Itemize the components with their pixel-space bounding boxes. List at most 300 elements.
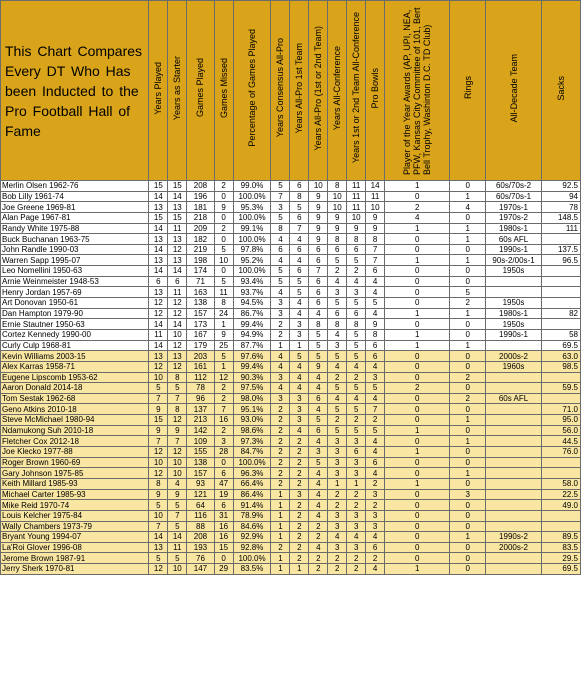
cell-sacks: 71.0 <box>541 404 580 415</box>
cell-all-pro-1st: 4 <box>290 298 309 309</box>
cell-games-missed: 7 <box>214 404 233 415</box>
cell-all-pro-1st-2nd: 6 <box>309 287 328 298</box>
cell-all-conference: 4 <box>328 361 347 372</box>
cell-consensus-all-pro: 2 <box>271 404 290 415</box>
cell-all-conference: 8 <box>328 234 347 245</box>
cell-all-conference: 9 <box>328 212 347 223</box>
cell-years-played: 12 <box>149 361 168 372</box>
cell-pro-bowls: 6 <box>366 457 385 468</box>
cell-poy-awards: 0 <box>385 436 450 447</box>
cell-all-conference-1st-2nd: 2 <box>347 372 366 383</box>
cell-years-played: 14 <box>149 191 168 202</box>
cell-sacks: 137.5 <box>541 244 580 255</box>
header-row <box>1 1 581 181</box>
cell-rings: 1 <box>450 340 486 351</box>
cell-games-played: 64 <box>187 500 214 511</box>
cell-player-name: Alex Karras 1958-71 <box>1 361 149 372</box>
cell-all-conference-1st-2nd: 4 <box>347 361 366 372</box>
cell-games-missed: 16 <box>214 532 233 543</box>
cell-games-played: 213 <box>187 415 214 426</box>
cell-all-conference: 6 <box>328 244 347 255</box>
cell-all-pro-1st: 3 <box>290 415 309 426</box>
cell-player-name: Keith Millard 1985-93 <box>1 478 149 489</box>
cell-years-played: 14 <box>149 244 168 255</box>
cell-games-missed: 8 <box>214 298 233 309</box>
cell-poy-awards: 1 <box>385 478 450 489</box>
cell-games-missed: 1 <box>214 319 233 330</box>
cell-games-missed: 28 <box>214 447 233 458</box>
cell-all-decade-team: 1960s <box>486 361 542 372</box>
cell-pro-bowls: 6 <box>366 351 385 362</box>
cell-sacks <box>541 468 580 479</box>
cell-all-conference-1st-2nd: 3 <box>347 287 366 298</box>
cell-games-played: 112 <box>187 372 214 383</box>
cell-all-pro-1st-2nd: 6 <box>309 255 328 266</box>
cell-years-played: 11 <box>149 329 168 340</box>
cell-player-name: Warren Sapp 1995-07 <box>1 255 149 266</box>
cell-pro-bowls: 5 <box>366 298 385 309</box>
cell-all-pro-1st: 2 <box>290 468 309 479</box>
cell-games-missed: 10 <box>214 255 233 266</box>
col-header-consensus-all-pro <box>271 1 290 181</box>
cell-all-pro-1st: 6 <box>290 244 309 255</box>
cell-games-missed: 16 <box>214 415 233 426</box>
cell-consensus-all-pro: 8 <box>271 223 290 234</box>
cell-games-missed: 6 <box>214 500 233 511</box>
cell-poy-awards: 0 <box>385 468 450 479</box>
table-row <box>1 244 581 255</box>
cell-sacks <box>541 521 580 532</box>
cell-all-pro-1st-2nd: 2 <box>309 532 328 543</box>
cell-player-name: Buck Buchanan 1963-75 <box>1 234 149 245</box>
table-row <box>1 393 581 404</box>
cell-player-name: Alan Page 1967-81 <box>1 212 149 223</box>
cell-years-played: 13 <box>149 202 168 213</box>
cell-all-pro-1st: 3 <box>290 319 309 330</box>
col-header-years-played <box>149 1 168 181</box>
cell-player-name: Roger Brown 1960-69 <box>1 457 149 468</box>
cell-pct-games-played: 97.5% <box>233 383 271 394</box>
cell-all-conference-1st-2nd: 2 <box>347 489 366 500</box>
cell-poy-awards: 1 <box>385 447 450 458</box>
table-row <box>1 266 581 277</box>
cell-player-name: Geno Atkins 2010-18 <box>1 404 149 415</box>
cell-player-name: Henry Jordan 1957-69 <box>1 287 149 298</box>
cell-years-played: 9 <box>149 404 168 415</box>
cell-pro-bowls: 4 <box>366 308 385 319</box>
cell-years-as-starter: 6 <box>168 276 187 287</box>
col-header-label: Percentage of Games Played <box>247 29 258 147</box>
cell-all-conference: 4 <box>328 393 347 404</box>
cell-years-played: 13 <box>149 255 168 266</box>
cell-pro-bowls: 4 <box>366 564 385 575</box>
cell-years-as-starter: 11 <box>168 223 187 234</box>
cell-sacks: 98.5 <box>541 361 580 372</box>
cell-rings: 2 <box>450 298 486 309</box>
cell-all-conference: 5 <box>328 404 347 415</box>
col-header-label: Years 1st or 2nd Team All-Conference <box>351 12 362 164</box>
cell-rings: 0 <box>450 181 486 192</box>
cell-rings: 0 <box>450 244 486 255</box>
cell-poy-awards: 2 <box>385 383 450 394</box>
col-header-poy-awards <box>385 1 450 181</box>
cell-pro-bowls: 2 <box>366 415 385 426</box>
cell-pro-bowls: 4 <box>366 468 385 479</box>
cell-rings: 0 <box>450 351 486 362</box>
cell-years-played: 9 <box>149 489 168 500</box>
cell-years-as-starter: 12 <box>168 447 187 458</box>
cell-poy-awards: 2 <box>385 202 450 213</box>
cell-pro-bowls: 4 <box>366 276 385 287</box>
cell-years-as-starter: 13 <box>168 255 187 266</box>
table-row <box>1 521 581 532</box>
cell-all-conference-1st-2nd: 5 <box>347 383 366 394</box>
cell-all-pro-1st-2nd: 4 <box>309 308 328 319</box>
cell-rings: 0 <box>450 361 486 372</box>
cell-sacks: 92.5 <box>541 181 580 192</box>
cell-all-pro-1st: 5 <box>290 202 309 213</box>
cell-sacks: 59.5 <box>541 383 580 394</box>
cell-years-as-starter: 12 <box>168 361 187 372</box>
cell-all-decade-team <box>486 383 542 394</box>
cell-pro-bowls: 4 <box>366 436 385 447</box>
cell-years-as-starter: 13 <box>168 234 187 245</box>
cell-all-conference-1st-2nd: 2 <box>347 564 366 575</box>
cell-consensus-all-pro: 3 <box>271 393 290 404</box>
col-header-label: Years Consensus All-Pro <box>275 38 286 138</box>
cell-poy-awards: 0 <box>385 393 450 404</box>
cell-all-decade-team <box>486 425 542 436</box>
cell-player-name: Jerome Brown 1987-91 <box>1 553 149 564</box>
cell-games-played: 138 <box>187 457 214 468</box>
cell-years-as-starter: 13 <box>168 202 187 213</box>
cell-all-conference-1st-2nd: 2 <box>347 266 366 277</box>
cell-all-pro-1st: 4 <box>290 383 309 394</box>
cell-games-missed: 2 <box>214 425 233 436</box>
cell-all-conference: 3 <box>328 510 347 521</box>
cell-poy-awards: 4 <box>385 212 450 223</box>
table-row <box>1 489 581 500</box>
cell-all-pro-1st-2nd: 9 <box>309 212 328 223</box>
cell-years-as-starter: 10 <box>168 564 187 575</box>
cell-player-name: John Randle 1990-03 <box>1 244 149 255</box>
cell-all-pro-1st: 3 <box>290 489 309 500</box>
cell-sacks: 78 <box>541 202 580 213</box>
cell-all-pro-1st: 2 <box>290 436 309 447</box>
cell-all-conference: 3 <box>328 457 347 468</box>
cell-consensus-all-pro: 5 <box>271 212 290 223</box>
cell-all-pro-1st-2nd: 6 <box>309 276 328 287</box>
cell-pro-bowls: 9 <box>366 212 385 223</box>
cell-years-played: 14 <box>149 340 168 351</box>
cell-all-conference-1st-2nd: 2 <box>347 500 366 511</box>
cell-years-played: 13 <box>149 287 168 298</box>
cell-poy-awards: 1 <box>385 564 450 575</box>
cell-consensus-all-pro: 4 <box>271 234 290 245</box>
cell-games-missed: 29 <box>214 564 233 575</box>
cell-all-conference-1st-2nd: 4 <box>347 393 366 404</box>
table-row <box>1 468 581 479</box>
cell-sacks: 29.5 <box>541 553 580 564</box>
cell-pct-games-played: 100.0% <box>233 457 271 468</box>
cell-games-missed: 0 <box>214 266 233 277</box>
cell-years-played: 14 <box>149 223 168 234</box>
cell-all-pro-1st: 8 <box>290 191 309 202</box>
cell-player-name: Mike Reid 1970-74 <box>1 500 149 511</box>
cell-games-played: 78 <box>187 383 214 394</box>
cell-pro-bowls: 2 <box>366 553 385 564</box>
cell-sacks: 63.0 <box>541 351 580 362</box>
cell-years-played: 13 <box>149 351 168 362</box>
cell-poy-awards: 0 <box>385 510 450 521</box>
col-header-rings <box>450 1 486 181</box>
table-row <box>1 436 581 447</box>
cell-pct-games-played: 100.0% <box>233 212 271 223</box>
cell-pct-games-played: 100.0% <box>233 266 271 277</box>
cell-all-pro-1st-2nd: 4 <box>309 489 328 500</box>
cell-consensus-all-pro: 2 <box>271 478 290 489</box>
cell-consensus-all-pro: 6 <box>271 244 290 255</box>
cell-years-played: 12 <box>149 298 168 309</box>
cell-all-pro-1st-2nd: 6 <box>309 244 328 255</box>
table-row <box>1 181 581 192</box>
cell-games-missed: 6 <box>214 468 233 479</box>
cell-years-played: 14 <box>149 266 168 277</box>
cell-rings: 4 <box>450 202 486 213</box>
cell-all-pro-1st-2nd: 5 <box>309 351 328 362</box>
cell-all-pro-1st: 7 <box>290 223 309 234</box>
cell-games-played: 167 <box>187 329 214 340</box>
table-row <box>1 361 581 372</box>
cell-player-name: Gary Johnson 1975-85 <box>1 468 149 479</box>
cell-games-missed: 0 <box>214 212 233 223</box>
cell-sacks: 94 <box>541 191 580 202</box>
cell-games-missed: 11 <box>214 287 233 298</box>
cell-games-played: 209 <box>187 223 214 234</box>
col-header-pro-bowls <box>366 1 385 181</box>
cell-all-pro-1st-2nd: 9 <box>309 223 328 234</box>
cell-poy-awards: 0 <box>385 532 450 543</box>
cell-pro-bowls: 7 <box>366 244 385 255</box>
cell-all-decade-team: 1970s-1 <box>486 202 542 213</box>
cell-years-as-starter: 7 <box>168 436 187 447</box>
cell-consensus-all-pro: 3 <box>271 308 290 319</box>
cell-games-played: 76 <box>187 553 214 564</box>
cell-games-played: 93 <box>187 478 214 489</box>
cell-pro-bowls: 11 <box>366 191 385 202</box>
cell-games-missed: 16 <box>214 521 233 532</box>
col-header-all-pro-1st-2nd <box>309 1 328 181</box>
cell-sacks: 76.0 <box>541 447 580 458</box>
cell-all-pro-1st: 5 <box>290 351 309 362</box>
cell-years-as-starter: 8 <box>168 404 187 415</box>
col-header-label: All-Decade Team <box>508 53 519 123</box>
cell-pro-bowls: 4 <box>366 532 385 543</box>
cell-poy-awards: 0 <box>385 404 450 415</box>
cell-all-conference: 10 <box>328 202 347 213</box>
cell-consensus-all-pro: 1 <box>271 553 290 564</box>
cell-years-as-starter: 4 <box>168 478 187 489</box>
cell-pct-games-played: 95.2% <box>233 255 271 266</box>
cell-all-pro-1st-2nd: 4 <box>309 478 328 489</box>
cell-all-pro-1st-2nd: 2 <box>309 521 328 532</box>
cell-all-decade-team: 1980s-1 <box>486 308 542 319</box>
cell-all-decade-team <box>486 372 542 383</box>
cell-years-played: 8 <box>149 478 168 489</box>
col-header-years-as-starter <box>168 1 187 181</box>
cell-years-played: 10 <box>149 372 168 383</box>
cell-years-as-starter: 10 <box>168 457 187 468</box>
cell-all-conference: 2 <box>328 266 347 277</box>
cell-all-conference: 10 <box>328 191 347 202</box>
cell-rings: 0 <box>450 329 486 340</box>
cell-player-name: Bryant Young 1994-07 <box>1 532 149 543</box>
cell-all-pro-1st: 2 <box>290 521 309 532</box>
col-header-label: Sacks <box>555 75 566 101</box>
cell-poy-awards: 0 <box>385 191 450 202</box>
cell-years-as-starter: 14 <box>168 319 187 330</box>
cell-pro-bowls: 3 <box>366 521 385 532</box>
cell-all-conference-1st-2nd: 3 <box>347 468 366 479</box>
cell-consensus-all-pro: 1 <box>271 564 290 575</box>
cell-all-pro-1st-2nd: 9 <box>309 202 328 213</box>
cell-pct-games-played: 100.0% <box>233 234 271 245</box>
cell-sacks <box>541 287 580 298</box>
cell-years-played: 13 <box>149 234 168 245</box>
cell-poy-awards: 0 <box>385 234 450 245</box>
cell-games-played: 174 <box>187 266 214 277</box>
cell-all-pro-1st: 2 <box>290 510 309 521</box>
cell-rings: 1 <box>450 468 486 479</box>
cell-sacks: 82 <box>541 308 580 319</box>
table-row <box>1 223 581 234</box>
cell-rings: 0 <box>450 425 486 436</box>
cell-years-played: 5 <box>149 500 168 511</box>
cell-pct-games-played: 93.7% <box>233 287 271 298</box>
cell-poy-awards: 0 <box>385 319 450 330</box>
cell-poy-awards: 1 <box>385 308 450 319</box>
cell-years-as-starter: 5 <box>168 383 187 394</box>
cell-pro-bowls: 2 <box>366 500 385 511</box>
cell-all-decade-team <box>486 340 542 351</box>
cell-games-missed: 31 <box>214 510 233 521</box>
cell-poy-awards: 0 <box>385 372 450 383</box>
cell-all-conference-1st-2nd: 5 <box>347 255 366 266</box>
cell-games-played: 142 <box>187 425 214 436</box>
cell-pro-bowls: 8 <box>366 234 385 245</box>
cell-sacks: 148.5 <box>541 212 580 223</box>
cell-all-decade-team: 1990s-1 <box>486 244 542 255</box>
col-header-all-pro-1st <box>290 1 309 181</box>
cell-all-conference: 3 <box>328 521 347 532</box>
cell-consensus-all-pro: 1 <box>271 340 290 351</box>
cell-player-name: Fletcher Cox 2012-18 <box>1 436 149 447</box>
cell-all-decade-team: 2000s-2 <box>486 542 542 553</box>
cell-consensus-all-pro: 1 <box>271 510 290 521</box>
cell-player-name: Curly Culp 1968-81 <box>1 340 149 351</box>
cell-player-name: La'Roi Glover 1996-08 <box>1 542 149 553</box>
cell-all-decade-team <box>486 553 542 564</box>
cell-rings: 0 <box>450 276 486 287</box>
cell-games-played: 96 <box>187 393 214 404</box>
cell-consensus-all-pro: 2 <box>271 425 290 436</box>
cell-all-conference-1st-2nd: 5 <box>347 351 366 362</box>
col-header-all-conference <box>328 1 347 181</box>
cell-pro-bowls: 4 <box>366 447 385 458</box>
cell-all-conference: 1 <box>328 478 347 489</box>
table-body <box>1 181 581 575</box>
cell-all-decade-team <box>486 564 542 575</box>
cell-sacks <box>541 510 580 521</box>
cell-player-name: Michael Carter 1985-93 <box>1 489 149 500</box>
cell-pct-games-played: 66.4% <box>233 478 271 489</box>
col-header-pct-games-played <box>233 1 271 181</box>
cell-games-missed: 3 <box>214 436 233 447</box>
cell-all-conference: 8 <box>328 181 347 192</box>
cell-all-conference: 5 <box>328 383 347 394</box>
cell-rings: 1 <box>450 308 486 319</box>
cell-years-played: 7 <box>149 521 168 532</box>
cell-all-conference-1st-2nd: 8 <box>347 319 366 330</box>
col-header-all-conference-1st-2nd <box>347 1 366 181</box>
cell-rings: 1 <box>450 415 486 426</box>
cell-all-decade-team <box>486 447 542 458</box>
cell-player-name: Leo Nomellini 1950-63 <box>1 266 149 277</box>
cell-years-played: 14 <box>149 319 168 330</box>
table-row <box>1 319 581 330</box>
cell-pro-bowls: 4 <box>366 361 385 372</box>
cell-pct-games-played: 99.1% <box>233 223 271 234</box>
col-header-label: Years All-Pro (1st or 2nd Team) <box>313 25 324 151</box>
cell-all-pro-1st-2nd: 4 <box>309 468 328 479</box>
cell-pro-bowls: 9 <box>366 223 385 234</box>
cell-consensus-all-pro: 4 <box>271 351 290 362</box>
cell-consensus-all-pro: 2 <box>271 447 290 458</box>
cell-player-name: Joe Greene 1969-81 <box>1 202 149 213</box>
cell-years-as-starter: 11 <box>168 542 187 553</box>
cell-poy-awards: 0 <box>385 489 450 500</box>
cell-rings: 5 <box>450 287 486 298</box>
cell-all-conference: 5 <box>328 298 347 309</box>
cell-pro-bowls: 7 <box>366 404 385 415</box>
cell-all-conference-1st-2nd: 11 <box>347 191 366 202</box>
cell-rings: 0 <box>450 478 486 489</box>
table-row <box>1 212 581 223</box>
cell-all-pro-1st: 5 <box>290 287 309 298</box>
cell-games-missed: 0 <box>214 553 233 564</box>
cell-consensus-all-pro: 5 <box>271 181 290 192</box>
cell-pct-games-played: 98.6% <box>233 425 271 436</box>
cell-years-played: 10 <box>149 510 168 521</box>
cell-years-as-starter: 10 <box>168 468 187 479</box>
cell-player-name: Tom Sestak 1962-68 <box>1 393 149 404</box>
cell-pro-bowls: 6 <box>366 542 385 553</box>
cell-all-conference: 8 <box>328 319 347 330</box>
cell-pct-games-played: 95.1% <box>233 404 271 415</box>
cell-player-name: Louis Kelcher 1975-84 <box>1 510 149 521</box>
cell-poy-awards: 0 <box>385 542 450 553</box>
cell-all-pro-1st-2nd: 4 <box>309 510 328 521</box>
cell-all-decade-team: 1990s-1 <box>486 329 542 340</box>
cell-all-conference-1st-2nd: 3 <box>347 521 366 532</box>
cell-all-conference: 2 <box>328 415 347 426</box>
cell-all-conference-1st-2nd: 9 <box>347 223 366 234</box>
cell-rings: 1 <box>450 532 486 543</box>
cell-consensus-all-pro: 2 <box>271 457 290 468</box>
cell-all-decade-team <box>486 457 542 468</box>
cell-years-as-starter: 10 <box>168 329 187 340</box>
cell-years-as-starter: 9 <box>168 425 187 436</box>
